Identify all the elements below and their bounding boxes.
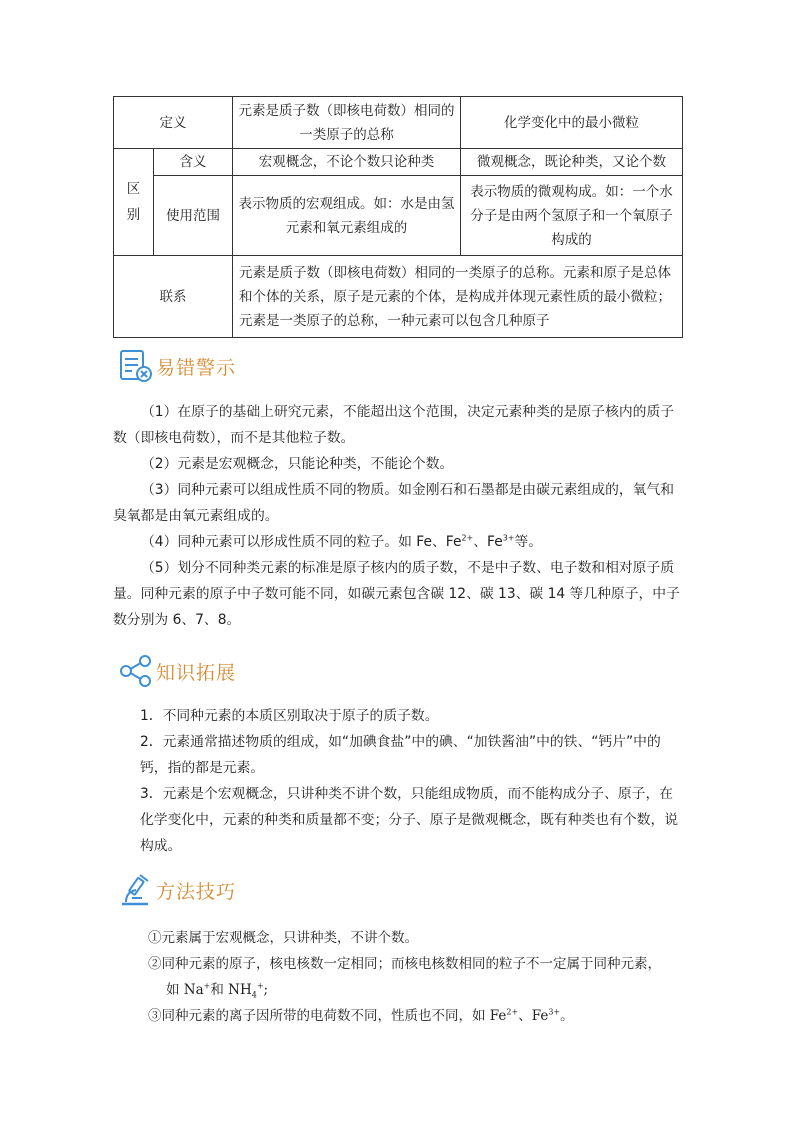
definition-label: 定义 bbox=[114, 97, 233, 149]
relation-label: 联系 bbox=[114, 256, 233, 338]
difference-char-1: 区 bbox=[126, 181, 141, 197]
method-content bbox=[148, 925, 688, 1029]
element-scope: 表示物质的宏观组成。如：水是由氢元素和氧元素组成的 bbox=[233, 176, 461, 256]
warning-section-heading bbox=[118, 346, 236, 386]
element-atom-comparison-table bbox=[113, 96, 683, 338]
method-item-2: ②同种元素的原子，核电核数一定相同；而核电核数相同的粒子不一定属于同种元素， bbox=[148, 956, 661, 972]
method-item-2-continued: 如 Na+和 $NH_4^+$; bbox=[166, 981, 269, 1000]
element-meaning: 宏观概念，不论个数只论种类 bbox=[233, 149, 461, 176]
method-title: 方法技巧 bbox=[156, 880, 237, 903]
warning-content bbox=[113, 399, 685, 633]
warning-item-1: （1）在原子的基础上研究元素，不能超出这个范围，决定元素种类的是原子核内的质子数（即核电荷数），而不是其他粒子数。 bbox=[113, 404, 675, 446]
warning-title: 易错警示 bbox=[156, 356, 237, 379]
atom-scope: 表示物质的微观构成。如：一个水分子是由两个氢原子和一个氧原子构成的 bbox=[461, 176, 683, 256]
scope-label: 使用范围 bbox=[154, 176, 233, 256]
share-network-icon bbox=[118, 653, 154, 689]
method-item-3: ③同种元素的离子因所带的电荷数不同，性质也不同，如 $Fe^{2+}$、$Fe^{3+}$。 bbox=[148, 1007, 574, 1024]
method-section-heading bbox=[118, 870, 236, 910]
method-item-1: ①元素属于宏观概念，只讲种类，不讲个数。 bbox=[148, 930, 418, 946]
knowledge-item-2: 2．元素通常描述物质的组成，如“加碘食盐”中的碘、“加铁酱油”中的铁、“钙片”中的钙，指的都是元素。 bbox=[140, 734, 661, 776]
warning-item-2: （2）元素是宏观概念，只能论种类，不能论个数。 bbox=[141, 456, 454, 472]
difference-label bbox=[114, 149, 154, 256]
atom-definition: 化学变化中的最小微粒 bbox=[461, 97, 683, 149]
relation-text: 元素是质子数（即核电荷数）相同的一类原子的总称。元素和原子是总体和个体的关系，原子是元素的个体，是构成并体现元素性质的最小微粒；元素是一类原子的总称，一种元素可以包含几种原子 bbox=[233, 256, 683, 338]
knowledge-section-heading bbox=[118, 651, 236, 691]
knowledge-item-1: 1．不同种元素的本质区别取决于原子的质子数。 bbox=[140, 708, 439, 724]
meaning-label: 含义 bbox=[154, 149, 233, 176]
warning-item-5: （5）划分不同种类元素的标准是原子核内的质子数，不是中子数、电子数和相对原子质量。同种元素的原子中子数可能不同，如碳元素包含碳 12、碳 13、碳 14 等几种原子，中子数分别为 6、7、8。 bbox=[113, 560, 680, 628]
element-definition: 元素是质子数（即核电荷数）相同的一类原子的总称 bbox=[233, 97, 461, 149]
table-row bbox=[114, 256, 683, 338]
document-warning-icon bbox=[118, 348, 154, 384]
difference-char-2: 别 bbox=[126, 207, 141, 223]
warning-item-4: （4）同种元素可以形成性质不同的粒子。如 Fe、$Fe^{2+}$、$Fe^{3+}$等。 bbox=[141, 533, 543, 550]
warning-item-3: （3）同种元素可以组成性质不同的物质。如金刚石和石墨都是由碳元素组成的，氧气和臭氧都是由氧元素组成的。 bbox=[113, 482, 675, 524]
table-row bbox=[114, 97, 683, 149]
knowledge-content bbox=[140, 703, 685, 859]
atom-meaning: 微观概念，既论种类，又论个数 bbox=[461, 149, 683, 176]
microscope-icon bbox=[118, 872, 154, 908]
knowledge-item-3: 3．元素是个宏观概念，只讲种类不讲个数，只能组成物质，而不能构成分子、原子，在化学变化中，元素的种类和质量都不变；分子、原子是微观概念，既有种类也有个数，说构成。 bbox=[140, 786, 679, 854]
table-row bbox=[114, 176, 683, 256]
knowledge-title: 知识拓展 bbox=[156, 661, 237, 684]
table-row bbox=[114, 149, 683, 176]
